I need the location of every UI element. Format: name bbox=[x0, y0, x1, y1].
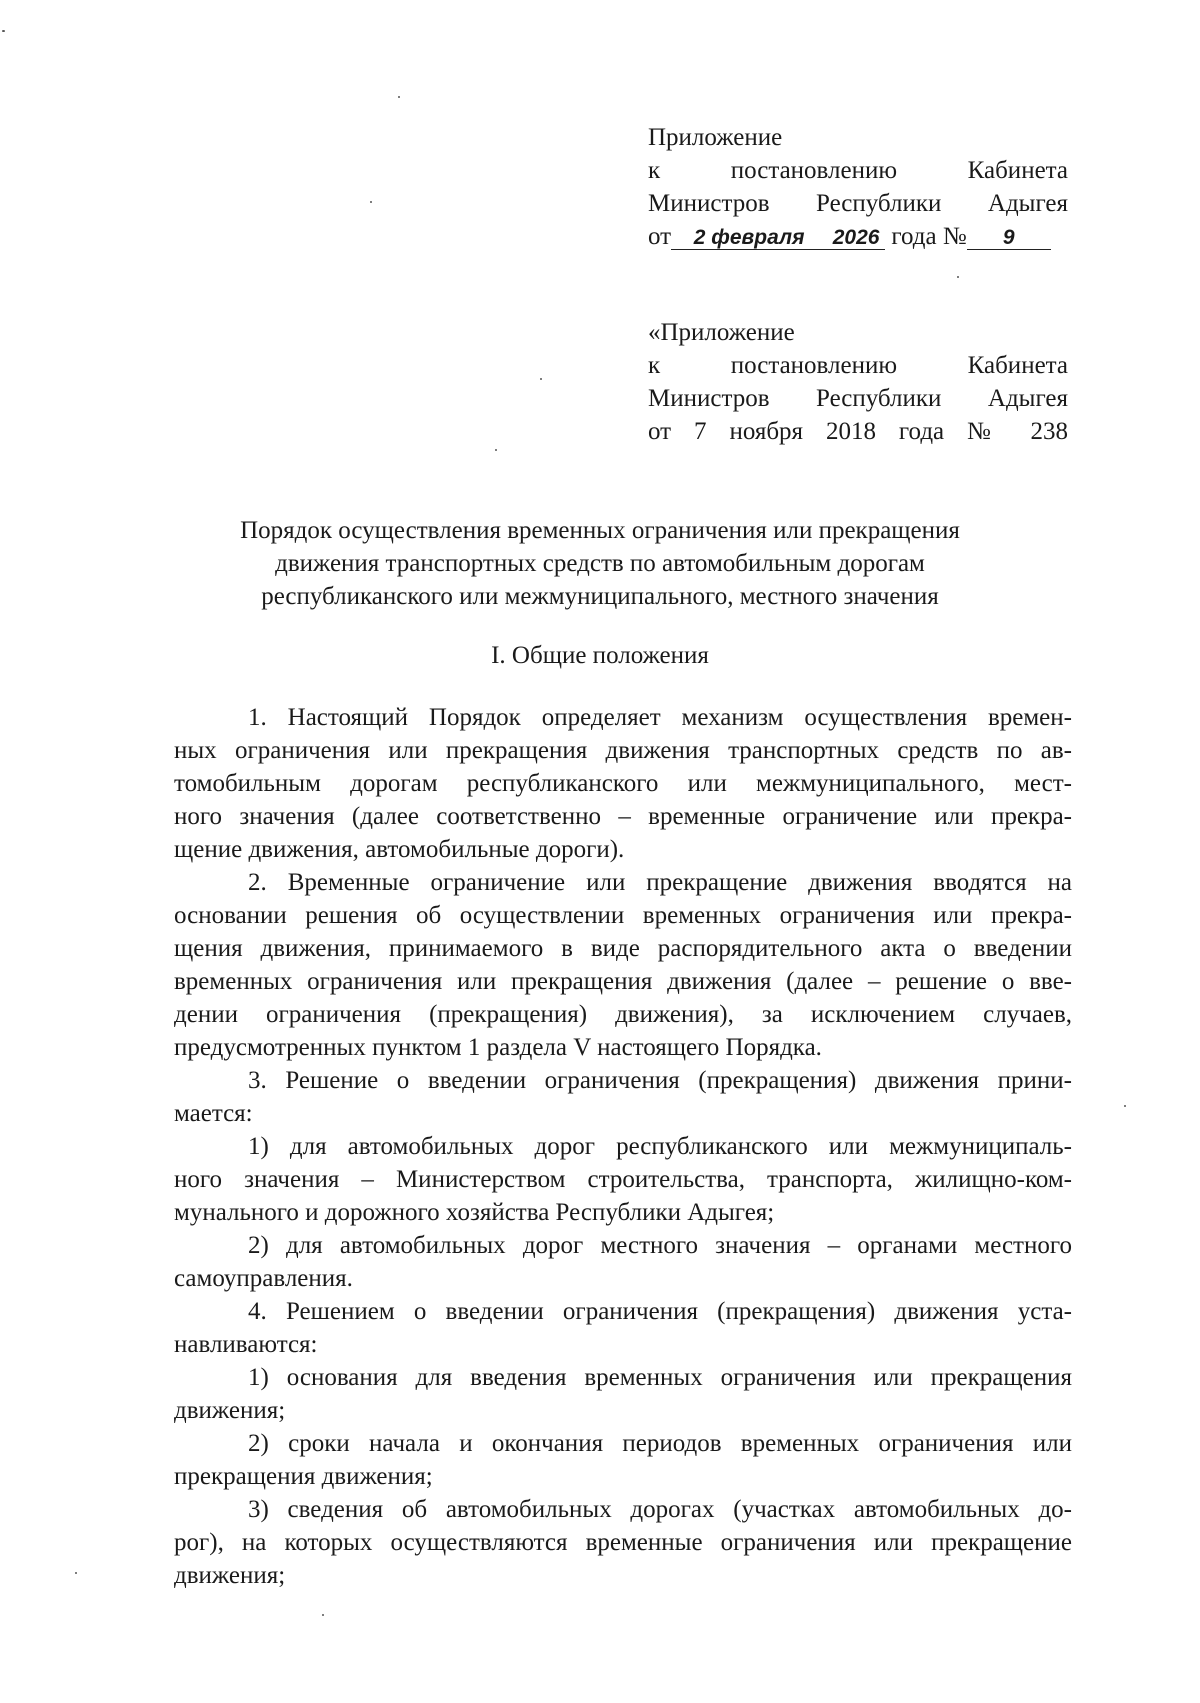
title-line-2: движения транспортных средств по автомобильным дорогам bbox=[275, 550, 925, 577]
body-line: движения; bbox=[174, 1562, 286, 1589]
scan-speck bbox=[75, 1572, 77, 1574]
body-line: 1. Настоящий Порядок определяет механизм осуществления времен- bbox=[248, 704, 1072, 731]
scan-speck bbox=[2, 30, 5, 32]
appendix-ministers-line: Министров Республики Адыгея bbox=[648, 190, 1068, 217]
document-number-field bbox=[967, 226, 1051, 250]
handwritten-number: 9 bbox=[1002, 226, 1015, 249]
body-line: мается: bbox=[174, 1100, 253, 1127]
body-line: дении ограничения (прекращения) движения), за исключением случаев, bbox=[174, 1001, 1072, 1028]
document-body bbox=[174, 701, 1072, 1592]
body-line: 3) сведения об автомобильных дорогах (участках автомобильных до- bbox=[248, 1496, 1072, 1523]
body-line: 1) основания для введения временных ограничения или прекращения bbox=[248, 1364, 1072, 1391]
body-line: предусмотренных пунктом 1 раздела V настоящего Порядка. bbox=[174, 1034, 822, 1061]
body-line: ных ограничения или прекращения движения транспортных средств по ав- bbox=[174, 737, 1072, 764]
body-line: 2) сроки начала и окончания периодов временных ограничения или bbox=[248, 1430, 1072, 1457]
body-line: 1) для автомобильных дорог республиканского или межмуниципаль- bbox=[248, 1133, 1072, 1160]
appendix-title: Приложение bbox=[648, 124, 783, 151]
body-line: временных ограничения или прекращения движения (далее – решение о вве- bbox=[174, 968, 1072, 995]
scan-speck bbox=[1124, 1105, 1126, 1107]
document-title bbox=[170, 514, 1030, 613]
scan-speck bbox=[322, 1614, 324, 1616]
body-line: 2) для автомобильных дорог местного значения – органами местного bbox=[248, 1232, 1072, 1259]
scan-speck bbox=[540, 378, 542, 380]
handwritten-year: 2026 bbox=[832, 226, 880, 249]
old-appendix-date-line: от 7 ноября 2018 года № 238 bbox=[648, 418, 1068, 445]
scan-speck bbox=[398, 96, 400, 98]
old-appendix-ministers-line: Министров Республики Адыгея bbox=[648, 385, 1068, 412]
body-line: самоуправления. bbox=[174, 1265, 353, 1292]
date-year-word: года № bbox=[891, 223, 967, 250]
scan-speck bbox=[957, 276, 959, 278]
appendix-header-new bbox=[648, 121, 1068, 253]
body-line: основании решения об осуществлении временных ограничения или прекра- bbox=[174, 902, 1072, 929]
body-line: движения; bbox=[174, 1397, 286, 1424]
date-day-month-field bbox=[671, 226, 827, 250]
scan-speck bbox=[495, 449, 497, 451]
body-line: томобильным дорогам республиканского или межмуниципального, мест- bbox=[174, 770, 1072, 797]
date-year-field bbox=[827, 226, 885, 250]
section-heading: I. Общие положения bbox=[491, 642, 709, 669]
title-line-1: Порядок осуществления временных ограничения или прекращения bbox=[240, 517, 960, 544]
body-line: прекращения движения; bbox=[174, 1463, 433, 1490]
body-line: мунального и дорожного хозяйства Республики Адыгея; bbox=[174, 1199, 775, 1226]
appendix-header-old bbox=[648, 316, 1068, 448]
title-line-3: республиканского или межмуниципального, местного значения bbox=[261, 583, 939, 610]
old-appendix-resolution-line: к постановлению Кабинета bbox=[648, 352, 1068, 379]
scan-speck bbox=[370, 201, 372, 203]
body-line: щение движения, автомобильные дороги). bbox=[174, 836, 625, 863]
body-line: щения движения, принимаемого в виде распорядительного акта о введении bbox=[174, 935, 1072, 962]
body-line: 3. Решение о введении ограничения (прекращения) движения прини- bbox=[248, 1067, 1072, 1094]
body-line: ного значения (далее соответственно – временные ограничение или прекра- bbox=[174, 803, 1072, 830]
body-line: 2. Временные ограничение или прекращение движения вводятся на bbox=[248, 869, 1072, 896]
old-appendix-title: «Приложение bbox=[648, 319, 795, 346]
body-line: 4. Решением о введении ограничения (прекращения) движения уста- bbox=[248, 1298, 1072, 1325]
body-line: ного значения – Министерством строительства, транспорта, жилищно-ком- bbox=[174, 1166, 1072, 1193]
body-line: рог), на которых осуществляются временные ограничения или прекращение bbox=[174, 1529, 1072, 1556]
body-line: навливаются: bbox=[174, 1331, 318, 1358]
date-prefix: от bbox=[648, 223, 672, 250]
appendix-resolution-line: к постановлению Кабинета bbox=[648, 157, 1068, 184]
appendix-date-line bbox=[648, 220, 1068, 253]
handwritten-day-month: 2 февраля bbox=[693, 226, 805, 249]
